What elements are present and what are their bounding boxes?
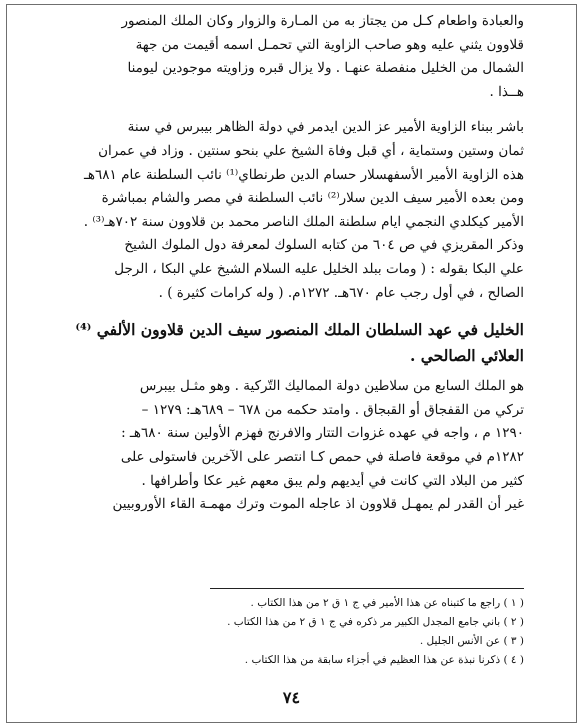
text-line: علي البكا بقوله : ( ومات ببلد الخليل عليه السلام الشيخ علي البكا ، الرجل — [114, 260, 524, 277]
text-line: ثمان وستين وستماية ، أي قبل وفاة الشيخ علي بنحو سنتين . وزاد في عمران — [98, 142, 524, 159]
text-line: والعبادة واطعام كـل من يجتاز به من المـارة والزوار وكان الملك المنصور — [121, 13, 524, 29]
text-line: ١٢٩٠ م ، واجه في عهده غزوات التتار والافرنج فهزم الأولين سنة ٦٨٠هـ : — [121, 425, 524, 442]
text-line: الصالح ، في أول رجب عام ٦٧٠هـ. ١٢٧٢م. ( وله كرامات كثيرة ) . — [158, 284, 524, 301]
page-number: ٧٤ — [282, 688, 301, 707]
paragraph-2 — [60, 116, 524, 234]
heading-line: الخليل في عهد السلطان الملك المنصور سيف الدين قلاوون الألفي ⁽⁴⁾ — [75, 320, 524, 340]
text-line: الشمال من الخليل منفصلة عنهـا . ولا يزال قبره وزاويته موجودين ليومنا — [127, 60, 524, 77]
text-line: تركي من القفجاق أو القبجاق . وامتد حكمه من ٦٧٨ – ٦٨٩هـ: ١٢٧٩ – — [141, 401, 524, 418]
footnote-3: ( ٣ ) عن الأنس الجليل . — [419, 635, 524, 647]
footnote-4: ( ٤ ) ذكرنا نبذة عن هذا العظيم في أجزاء سابقة من هذا الكتاب . — [244, 654, 524, 666]
text-line: ومن بعده الأمير سيف الدين سلار⁽²⁾ نائب السلطنة في مصر والشام بمباشرة — [101, 190, 524, 207]
text-line: هذه الزاوية الأمير الأسفهسلار حسام الدين طرنطاي⁽¹⁾ نائب السلطنة عام ٦٨١هـ — [83, 166, 524, 183]
paragraph-4 — [60, 375, 524, 517]
book-page — [60, 10, 524, 517]
text-line: هــذا . — [489, 83, 524, 100]
footnote-divider — [210, 588, 524, 589]
text-line: كثير من البلاد التي كانت في أيديهم ولم يبق معهم غير عكا وأطرافها . — [141, 472, 524, 489]
text-line: الأمير كيكلدي النجمي ايام سلطنة الملك الناصر محمد بن قلاوون سنة ٧٠٢هـ⁽³⁾ . — [83, 213, 524, 230]
text-line: هو الملك السابع من سلاطين دولة المماليك التّركية . وهو مثـل بيبرس — [139, 378, 524, 395]
footnotes — [227, 594, 524, 670]
text-line: باشر ببناء الزاوية الأمير عز الدين ايدمر في دولة الظاهر بيبرس في سنة — [127, 119, 524, 136]
text-line: وذكر المقريزي في ص ٦٠٤ من كتابه السلوك لمعرفة دول الملوك الشيخ — [124, 237, 524, 254]
footnote-2: ( ٢ ) باني جامع المجدل الكبير مر ذكره في ج ١ ق ٢ من هذا الكتاب . — [227, 616, 524, 628]
section-heading — [60, 317, 524, 369]
footnote-1: ( ١ ) راجع ما كتبناه عن هذا الأمير في ج ١ ق ٢ من هذا الكتاب . — [250, 597, 524, 609]
text-line: ١٢٨٢م في موقعة فاصلة في حمص كـا انتصر على الآخرين فاستولى على — [120, 448, 524, 465]
paragraph-1 — [60, 10, 524, 104]
paragraph-3 — [60, 234, 524, 305]
text-line: غير أن القدر لم يمهـل قلاوون اذ عاجله الموت وترك مهمـة القاء الأوروبيين — [112, 496, 524, 513]
text-line: قلاوون يثني عليه وهو صاحب الزاوية التي تحمـل اسمه أقيمت من جهة — [135, 36, 524, 53]
heading-line: العلائي الصالحي . — [409, 346, 524, 366]
